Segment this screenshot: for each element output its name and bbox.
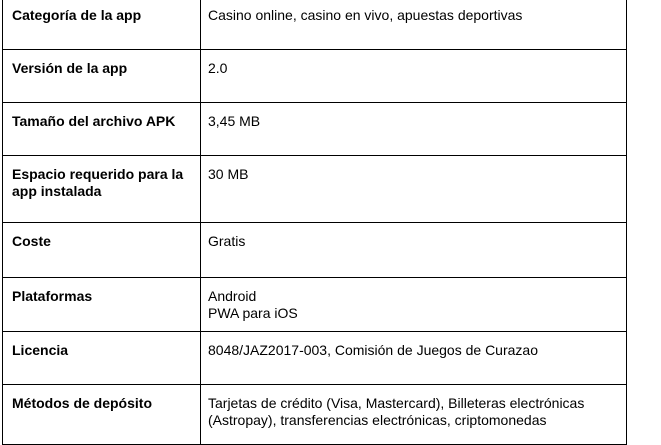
row-value-text: Casino online, casino en vivo, apuestas deportivas (208, 7, 523, 23)
row-label-text: Versión de la app (12, 60, 128, 76)
row-label-text: Licencia (12, 342, 69, 358)
row-value-text: Android (208, 288, 257, 304)
row-label (3, 0, 201, 50)
row-label-text: Tamaño del archivo APK (12, 113, 176, 129)
row-label (3, 50, 201, 103)
row-value (201, 223, 627, 278)
row-value-text: 2.0 (208, 60, 228, 76)
row-value (201, 103, 627, 156)
table-row (3, 385, 627, 445)
row-value-text: Tarjetas de crédito (Visa, Mastercard), Billeteras electrónicas (208, 395, 585, 411)
table-row (3, 223, 627, 278)
row-label (3, 103, 201, 156)
row-value (201, 156, 627, 223)
row-value (201, 385, 627, 445)
app-info-table (2, 0, 627, 445)
table-row (3, 0, 627, 50)
row-label (3, 156, 201, 223)
row-value (201, 332, 627, 385)
row-label-text: Categoría de la app (12, 7, 142, 23)
row-label-text: Espacio requerido para la (12, 166, 184, 182)
row-label (3, 223, 201, 278)
table-row (3, 50, 627, 103)
row-value (201, 278, 627, 332)
row-label-text: Métodos de depósito (12, 395, 152, 411)
row-label-text: Plataformas (12, 288, 93, 304)
row-value-text: Gratis (208, 233, 246, 249)
row-label (3, 332, 201, 385)
row-value (201, 0, 627, 50)
row-value-text: 3,45 MB (208, 113, 261, 129)
row-value-text: 8048/JAZ2017-003, Comisión de Juegos de Curazao (208, 342, 538, 358)
table-row (3, 156, 627, 223)
table-row (3, 332, 627, 385)
table-row (3, 278, 627, 332)
row-value-text: 30 MB (208, 166, 249, 182)
row-value-text: PWA para iOS (208, 305, 298, 321)
row-value-text: (Astropay), transferencias electrónicas, criptomonedas (208, 412, 547, 428)
row-value (201, 50, 627, 103)
row-label (3, 385, 201, 445)
row-label-text: app instalada (12, 183, 102, 199)
table-row (3, 103, 627, 156)
row-label (3, 278, 201, 332)
row-label-text: Coste (12, 233, 51, 249)
